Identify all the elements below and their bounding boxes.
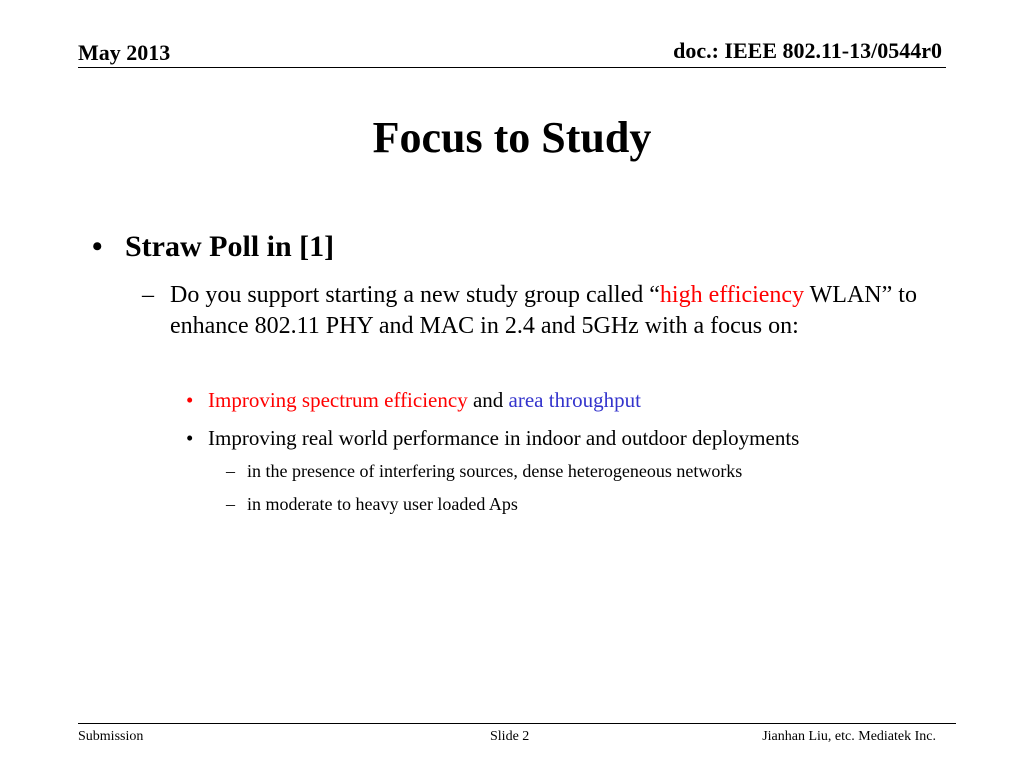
footer-author: Jianhan Liu, etc. Mediatek Inc.	[762, 729, 936, 744]
bullet-text: Improving real world performance in indoor and outdoor deployments	[208, 426, 800, 450]
bullet-text: Straw Poll in [1]	[125, 230, 335, 263]
question-text	[170, 280, 932, 342]
bullet-text	[208, 388, 641, 413]
slide-title: Focus to Study	[372, 113, 652, 162]
bullet-marker: •	[186, 388, 194, 412]
header-doc-id: doc.: IEEE 802.11-13/0544r0	[673, 38, 942, 63]
sub-item-text: in moderate to heavy user loaded Aps	[247, 494, 518, 514]
dash-marker: –	[226, 461, 235, 481]
header-divider	[78, 67, 946, 68]
bullet-marker: •	[92, 230, 103, 263]
bullet-marker: •	[186, 426, 194, 450]
dash-marker: –	[142, 282, 154, 308]
area-throughput-text: area throughput	[508, 388, 641, 412]
question-text-start: Do you support starting a new study group called “	[170, 282, 660, 308]
footer-slide-number: Slide 2	[490, 729, 530, 744]
sub-item-text: in the presence of interfering sources, dense heterogeneous networks	[247, 461, 743, 481]
footer-submission: Submission	[78, 729, 144, 744]
dash-marker: –	[226, 494, 235, 514]
question-text-end: WLAN” to enhance 802.11 PHY and MAC in 2.4 and 5GHz with a focus on:	[170, 282, 917, 339]
footer-divider	[78, 723, 956, 724]
sub-bullet-question	[142, 280, 932, 342]
highlight-high-efficiency: high efficiency	[659, 282, 805, 308]
conjunction-text: and	[467, 388, 509, 412]
spectrum-efficiency-text: Improving spectrum efficiency	[208, 388, 468, 412]
header-date: May 2013	[78, 40, 171, 65]
